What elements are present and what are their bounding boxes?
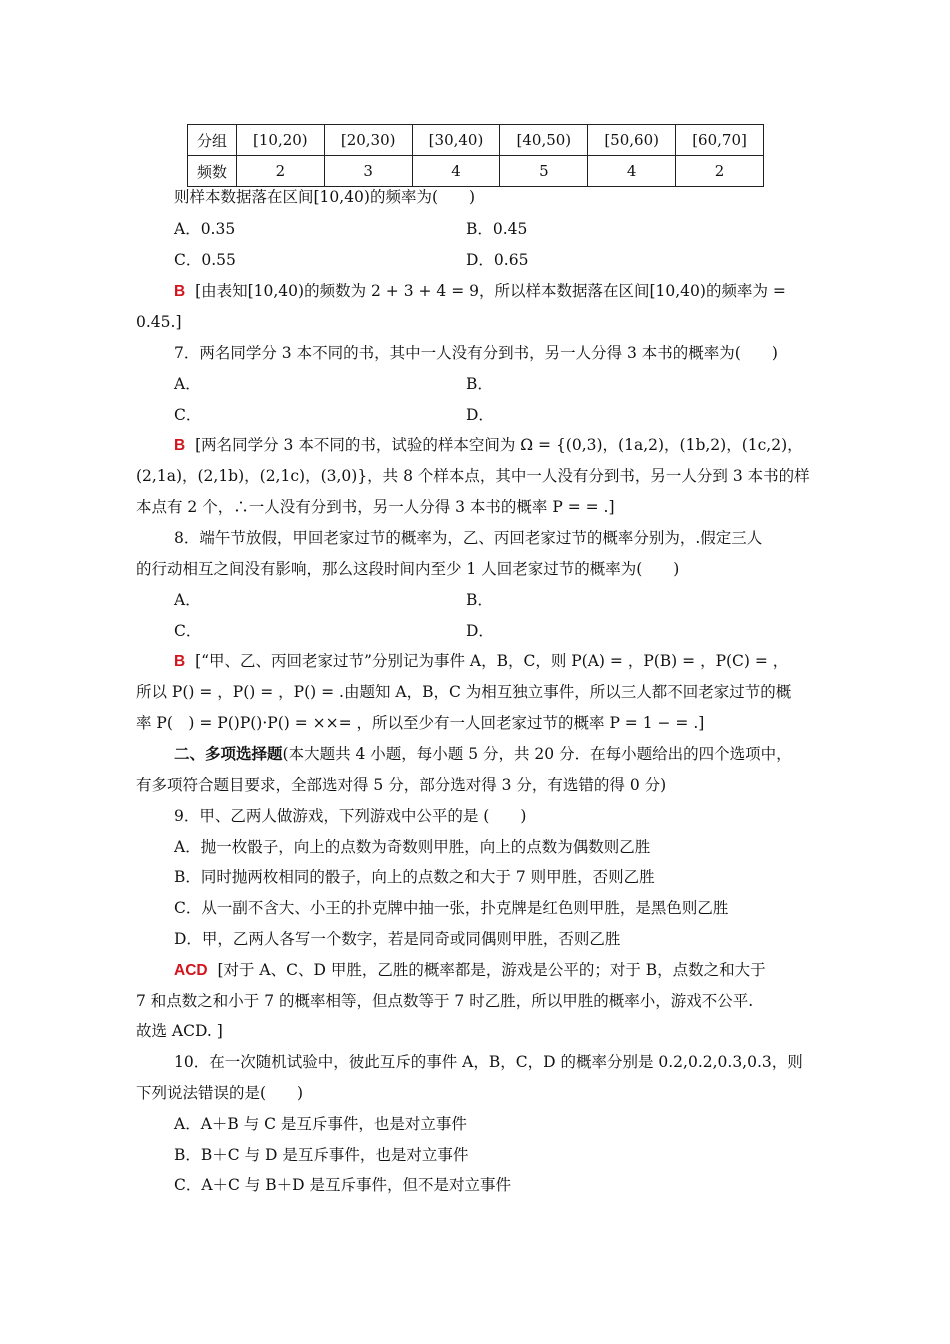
q10-stem: 10．在一次随机试验中，彼此互斥的事件 A，B，C，D 的概率分别是 0.2,0.2,0.3,0.3，则 [174, 1053, 803, 1071]
table-row [188, 156, 764, 187]
q7-solution-cont: (2,1a)，(2,1b)，(2,1c)，(3,0)}，共 8 个样本点，其中一人没有分到书，另一人分到 3 本书的样 [136, 467, 810, 485]
solution-text: [对于 A、C、D 甲胜，乙胜的概率都是，游戏是公平的；对于 B，点数之和大于 [217, 961, 766, 979]
q8-stem: 8．端午节放假，甲回老家过节的概率为，乙、丙回老家过节的概率分别为，.假定三人 [174, 529, 763, 547]
q6-option-a: A．0.35 [174, 220, 236, 238]
answer-mark: ACD [174, 962, 208, 979]
q9-option-c: C．从一副不含大、小王的扑克牌中抽一张，扑克牌是红色则甲胜，是黑色则乙胜 [174, 899, 729, 917]
q6-solution-cont: 0.45.] [136, 313, 182, 331]
q7-stem: 7．两名同学分 3 本不同的书，其中一人没有分到书，另一人分得 3 本书的概率为( ) [174, 344, 778, 362]
table-cell: [30,40) [412, 125, 500, 156]
q7-option-d: D． [466, 406, 494, 424]
table-cell: [10,20) [236, 125, 324, 156]
solution-text: [两名同学分 3 本不同的书，试验的样本空间为 Ω = {(0,3)，(1a,2)，(1b,2)，(1c,2)， [195, 436, 803, 454]
table-cell: [50,60) [588, 125, 676, 156]
answer-mark: B [174, 437, 186, 454]
table-cell: [40,50) [500, 125, 588, 156]
q8-solution-cont: 率 P( ) = P()P()·P() = ××= ，所以至少有一人回老家过节的概率 P = 1 − = .] [136, 714, 705, 732]
q8-solution-cont: 所以 P() = ，P() = ，P() = .由题知 A，B，C 为相互独立事件，所以三人都不回老家过节的概 [136, 683, 792, 701]
q6-solution [174, 280, 786, 303]
q10-option-c: C．A＋C 与 B＋D 是互斥事件，但不是对立事件 [174, 1176, 512, 1194]
q7-solution-cont: 本点有 2 个，∴一人没有分到书，另一人分得 3 本书的概率 P = = .] [136, 498, 615, 516]
q10-option-b: B．B＋C 与 D 是互斥事件，也是对立事件 [174, 1146, 469, 1164]
q9-option-b: B．同时抛两枚相同的骰子，向上的点数之和大于 7 则甲胜，否则乙胜 [174, 868, 655, 886]
q10-stem-cont: 下列说法错误的是( ) [136, 1084, 304, 1102]
q9-solution-cont: 7 和点数之和小于 7 的概率相等，但点数等于 7 时乙胜，所以甲胜的概率小，游戏不公平. [136, 992, 754, 1010]
table-cell: 4 [588, 156, 676, 187]
table-cell: [20,30) [324, 125, 412, 156]
q6-stem: 则样本数据落在区间[10,40)的频率为( ) [174, 188, 476, 206]
table-cell: [60,70] [676, 125, 764, 156]
q8-option-c: C． [174, 622, 202, 640]
solution-text: [“甲、乙、丙回老家过节”分别记为事件 A，B，C，则 P(A) = ，P(B) = ，P(C) = ， [195, 652, 789, 670]
table-cell: 频数 [188, 156, 237, 187]
table-cell: 2 [236, 156, 324, 187]
q8-option-b: B． [466, 591, 493, 609]
q8-solution [174, 650, 788, 673]
q8-stem-cont: 的行动相互之间没有影响，那么这段时间内至少 1 人回老家过节的概率为( ) [136, 560, 680, 578]
section-heading [174, 743, 792, 765]
q8-option-a: A． [174, 591, 201, 609]
q7-option-a: A． [174, 375, 201, 393]
frequency-table [187, 124, 764, 187]
q6-option-b: B．0.45 [466, 220, 528, 238]
q6-option-c: C．0.55 [174, 251, 236, 269]
q9-solution-cont: 故选 ACD. ] [136, 1022, 223, 1040]
q8-option-d: D． [466, 622, 494, 640]
solution-text: [由表知[10,40)的频数为 2 + 3 + 4 = 9，所以样本数据落在区间[10,40)的频率为 = [195, 282, 786, 300]
q9-stem: 9．甲、乙两人做游戏，下列游戏中公平的是 ( ) [174, 807, 527, 825]
q7-solution [174, 434, 803, 457]
table-row [188, 125, 764, 156]
answer-mark: B [174, 653, 186, 670]
answer-mark: B [174, 283, 186, 300]
section-desc: (本大题共 4 小题，每小题 5 分，共 20 分．在每小题给出的四个选项中， [282, 745, 792, 763]
q7-option-c: C． [174, 406, 202, 424]
section-title: 二、多项选择题 [174, 744, 283, 763]
table-cell: 分组 [188, 125, 237, 156]
q7-option-b: B． [466, 375, 493, 393]
q9-option-a: A．抛一枚骰子，向上的点数为奇数则甲胜，向上的点数为偶数则乙胜 [174, 838, 651, 856]
table-cell: 4 [412, 156, 500, 187]
table-cell: 2 [676, 156, 764, 187]
q6-option-d: D．0.65 [466, 251, 529, 269]
q10-option-a: A．A＋B 与 C 是互斥事件，也是对立事件 [174, 1115, 467, 1133]
q9-option-d: D．甲，乙两人各写一个数字，若是同奇或同偶则甲胜，否则乙胜 [174, 930, 621, 948]
section-desc-cont: 有多项符合题目要求，全部选对得 5 分，部分选对得 3 分，有选错的得 0 分) [136, 776, 667, 794]
q9-solution [174, 959, 766, 982]
table-cell: 3 [324, 156, 412, 187]
table-cell: 5 [500, 156, 588, 187]
